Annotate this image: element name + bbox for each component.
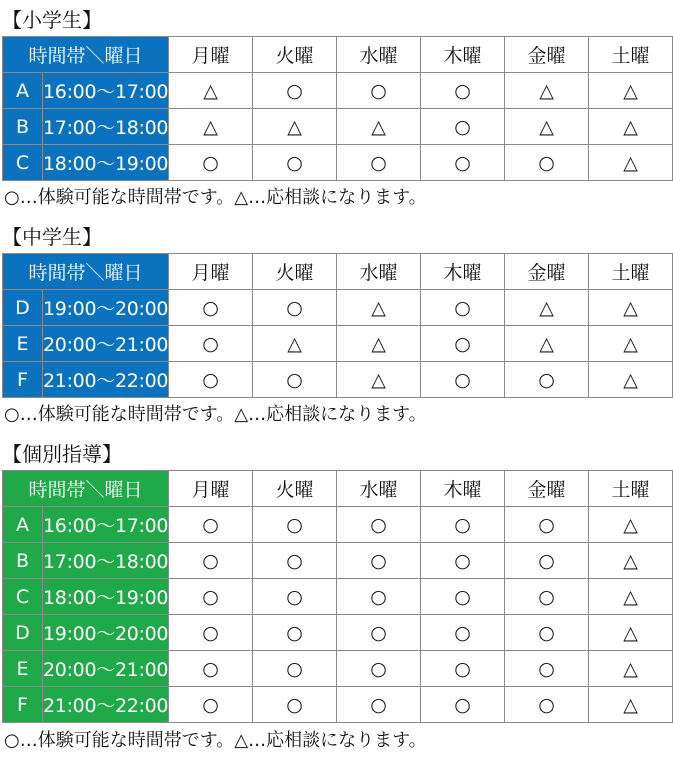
day-header: 金曜 — [505, 37, 589, 73]
availability-mark: ○ — [421, 543, 505, 579]
availability-mark: △ — [337, 109, 421, 145]
table-row — [3, 326, 673, 362]
table-row — [3, 145, 673, 181]
availability-mark: ○ — [253, 290, 337, 326]
table-row — [3, 543, 673, 579]
row-letter: E — [3, 326, 43, 362]
row-letter: E — [3, 651, 43, 687]
availability-mark: ○ — [421, 579, 505, 615]
day-header: 木曜 — [421, 471, 505, 507]
availability-mark: ○ — [337, 73, 421, 109]
table-row — [3, 651, 673, 687]
availability-mark: ○ — [253, 507, 337, 543]
availability-mark: ○ — [337, 507, 421, 543]
availability-mark: ○ — [337, 579, 421, 615]
availability-mark: ○ — [253, 687, 337, 723]
table-row — [3, 109, 673, 145]
day-header: 水曜 — [337, 254, 421, 290]
availability-mark: △ — [505, 290, 589, 326]
row-time: 16:00～17:00 — [43, 73, 169, 109]
row-letter: F — [3, 362, 43, 398]
availability-mark: △ — [589, 326, 673, 362]
availability-mark: △ — [337, 362, 421, 398]
availability-mark: ○ — [337, 543, 421, 579]
availability-mark: △ — [589, 73, 673, 109]
availability-mark: △ — [589, 290, 673, 326]
availability-mark: ○ — [253, 362, 337, 398]
day-header: 火曜 — [253, 37, 337, 73]
corner-header: 時間帯＼曜日 — [3, 471, 169, 507]
day-header: 土曜 — [589, 37, 673, 73]
availability-mark: ○ — [253, 145, 337, 181]
table-row — [3, 73, 673, 109]
availability-mark: ○ — [169, 290, 253, 326]
table-row — [3, 687, 673, 723]
availability-mark: ○ — [421, 145, 505, 181]
availability-mark: △ — [505, 73, 589, 109]
availability-mark: ○ — [253, 543, 337, 579]
table-row — [3, 507, 673, 543]
schedule-table-individual — [2, 470, 673, 723]
day-header: 月曜 — [169, 37, 253, 73]
table-row — [3, 615, 673, 651]
availability-mark: ○ — [253, 651, 337, 687]
row-time: 20:00～21:00 — [43, 326, 169, 362]
row-letter: D — [3, 615, 43, 651]
availability-mark: △ — [337, 290, 421, 326]
row-time: 21:00～22:00 — [43, 362, 169, 398]
availability-mark: ○ — [337, 615, 421, 651]
availability-mark: ○ — [421, 507, 505, 543]
row-time: 21:00～22:00 — [43, 687, 169, 723]
row-time: 19:00～20:00 — [43, 290, 169, 326]
legend-note: ○…体験可能な時間帯です。△…応相談になります。 — [4, 730, 427, 751]
availability-mark: △ — [589, 615, 673, 651]
availability-mark: △ — [589, 362, 673, 398]
day-header: 水曜 — [337, 37, 421, 73]
schedule-table-elementary — [2, 36, 673, 181]
row-time: 20:00～21:00 — [43, 651, 169, 687]
legend-note: ○…体験可能な時間帯です。△…応相談になります。 — [4, 404, 427, 425]
availability-mark: △ — [589, 145, 673, 181]
row-letter: C — [3, 145, 43, 181]
corner-header: 時間帯＼曜日 — [3, 254, 169, 290]
table-header-row — [3, 471, 673, 507]
availability-mark: △ — [589, 687, 673, 723]
availability-mark: ○ — [169, 579, 253, 615]
availability-mark: △ — [589, 651, 673, 687]
availability-mark: ○ — [421, 109, 505, 145]
availability-mark: △ — [253, 326, 337, 362]
row-time: 17:00～18:00 — [43, 109, 169, 145]
availability-mark: ○ — [505, 615, 589, 651]
availability-mark: ○ — [169, 145, 253, 181]
availability-mark: ○ — [421, 687, 505, 723]
section-title-individual: 【個別指導】 — [2, 442, 122, 466]
availability-mark: ○ — [169, 687, 253, 723]
availability-mark: △ — [505, 109, 589, 145]
availability-mark: △ — [505, 326, 589, 362]
day-header: 木曜 — [421, 37, 505, 73]
availability-mark: ○ — [421, 651, 505, 687]
day-header: 月曜 — [169, 471, 253, 507]
row-letter: C — [3, 579, 43, 615]
row-letter: B — [3, 109, 43, 145]
availability-mark: ○ — [253, 615, 337, 651]
day-header: 火曜 — [253, 471, 337, 507]
row-letter: F — [3, 687, 43, 723]
availability-mark: ○ — [505, 579, 589, 615]
availability-mark: ○ — [421, 615, 505, 651]
row-time: 17:00～18:00 — [43, 543, 169, 579]
availability-mark: ○ — [169, 326, 253, 362]
availability-mark: ○ — [253, 579, 337, 615]
day-header: 土曜 — [589, 471, 673, 507]
table-row — [3, 579, 673, 615]
section-title-elementary: 【小学生】 — [2, 8, 102, 32]
table-header-row — [3, 254, 673, 290]
availability-mark: ○ — [505, 362, 589, 398]
row-letter: A — [3, 507, 43, 543]
row-letter: D — [3, 290, 43, 326]
availability-mark: △ — [253, 109, 337, 145]
availability-mark: ○ — [505, 145, 589, 181]
schedule-table-junior-high — [2, 253, 673, 398]
availability-mark: ○ — [253, 73, 337, 109]
day-header: 水曜 — [337, 471, 421, 507]
row-letter: B — [3, 543, 43, 579]
availability-mark: ○ — [505, 507, 589, 543]
availability-mark: △ — [589, 543, 673, 579]
row-time: 16:00～17:00 — [43, 507, 169, 543]
availability-mark: ○ — [169, 651, 253, 687]
availability-mark: ○ — [505, 543, 589, 579]
availability-mark: ○ — [169, 615, 253, 651]
section-title-junior-high: 【中学生】 — [2, 225, 102, 249]
row-time: 18:00～19:00 — [43, 145, 169, 181]
availability-mark: ○ — [337, 651, 421, 687]
availability-mark: ○ — [421, 362, 505, 398]
day-header: 金曜 — [505, 471, 589, 507]
day-header: 月曜 — [169, 254, 253, 290]
availability-mark: △ — [589, 579, 673, 615]
legend-note: ○…体験可能な時間帯です。△…応相談になります。 — [4, 187, 427, 208]
day-header: 火曜 — [253, 254, 337, 290]
availability-mark: ○ — [337, 687, 421, 723]
availability-mark: ○ — [505, 687, 589, 723]
row-letter: A — [3, 73, 43, 109]
availability-mark: ○ — [169, 543, 253, 579]
availability-mark: △ — [337, 326, 421, 362]
availability-mark: ○ — [421, 290, 505, 326]
availability-mark: ○ — [169, 507, 253, 543]
availability-mark: △ — [589, 507, 673, 543]
day-header: 金曜 — [505, 254, 589, 290]
row-time: 19:00～20:00 — [43, 615, 169, 651]
availability-mark: ○ — [169, 362, 253, 398]
row-time: 18:00～19:00 — [43, 579, 169, 615]
table-header-row — [3, 37, 673, 73]
availability-mark: △ — [169, 109, 253, 145]
availability-mark: ○ — [337, 145, 421, 181]
day-header: 木曜 — [421, 254, 505, 290]
availability-mark: △ — [169, 73, 253, 109]
corner-header: 時間帯＼曜日 — [3, 37, 169, 73]
availability-mark: ○ — [421, 326, 505, 362]
table-row — [3, 362, 673, 398]
availability-mark: ○ — [505, 651, 589, 687]
availability-mark: ○ — [421, 73, 505, 109]
availability-mark: △ — [589, 109, 673, 145]
day-header: 土曜 — [589, 254, 673, 290]
table-row — [3, 290, 673, 326]
